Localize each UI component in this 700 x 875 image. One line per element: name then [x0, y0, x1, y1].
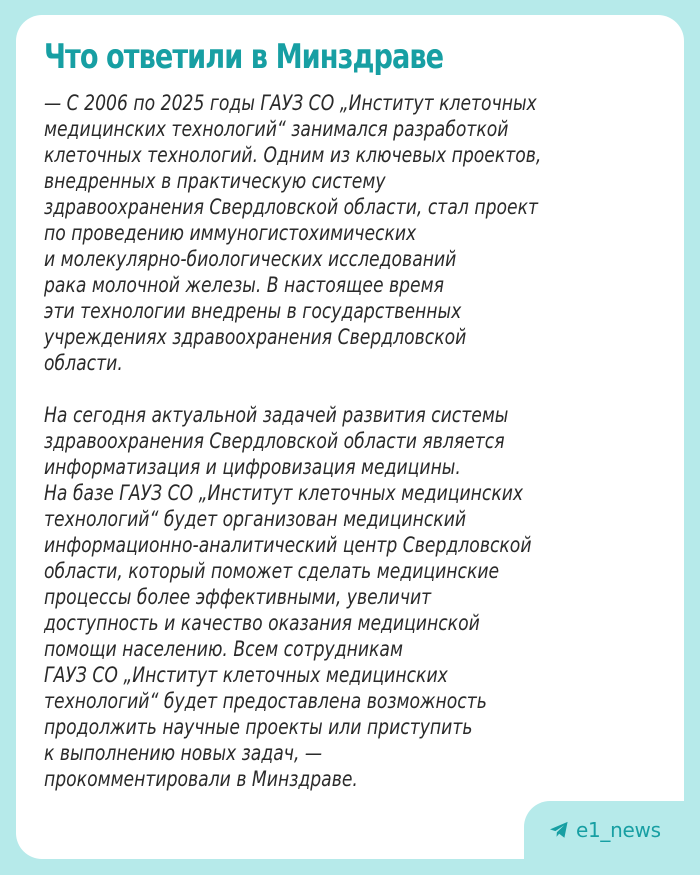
body-line: технологий“ будет организован медицинский: [44, 507, 467, 532]
body-line: к выполнению новых задач, —: [44, 741, 323, 766]
body-line: области, который поможет сделать медицинские: [44, 559, 500, 584]
body-line: прокомментировали в Минздраве.: [44, 767, 358, 792]
body-line: информационно-аналитический центр Свердловской: [44, 533, 532, 558]
body-line: учреждениях здравоохранения Свердловской: [44, 325, 467, 350]
body-line: технологий“ будет предоставлена возможность: [44, 689, 487, 714]
channel-badge[interactable]: [524, 801, 684, 859]
body-line: На сегодня актуальной задачей развития системы: [44, 403, 509, 428]
body-line: эти технологии внедрены в государственных: [44, 299, 462, 324]
body-line: информатизация и цифровизация медицины.: [44, 455, 461, 480]
body-line: — С 2006 по 2025 годы ГАУЗ СО „Институт клеточных: [44, 91, 537, 116]
body-line: здравоохранения Свердловской области является: [44, 429, 505, 454]
card-title: Что ответили в Минздраве: [44, 37, 444, 77]
body-line: помощи населению. Всем сотрудникам: [44, 637, 403, 662]
body-line: процессы более эффективными, увеличит: [44, 585, 432, 610]
body-line: ГАУЗ СО „Институт клеточных медицинских: [44, 663, 448, 688]
body-line: внедренных в практическую систему: [44, 169, 386, 194]
quote-card: [16, 15, 684, 859]
body-line: продолжить научные проекты или приступить: [44, 715, 473, 740]
body-line: рака молочной железы. В настоящее время: [44, 273, 444, 298]
body-line: доступность и качество оказания медицинской: [44, 611, 480, 636]
body-line: здравоохранения Свердловской области, стал проект: [44, 195, 538, 220]
telegram-icon: [549, 821, 569, 839]
body-line: клеточных технологий. Одним из ключевых проектов,: [44, 143, 542, 168]
body-line: и молекулярно-биологических исследований: [44, 247, 457, 272]
body-line: На базе ГАУЗ СО „Институт клеточных медицинских: [44, 481, 524, 506]
card-body: [44, 91, 652, 793]
body-line: области.: [44, 351, 123, 376]
paragraph-gap: [44, 377, 652, 403]
body-line: по проведению иммуногистохимических: [44, 221, 417, 246]
channel-name: e1_news: [576, 818, 661, 842]
body-line: медицинских технологий“ занимался разработкой: [44, 117, 509, 142]
